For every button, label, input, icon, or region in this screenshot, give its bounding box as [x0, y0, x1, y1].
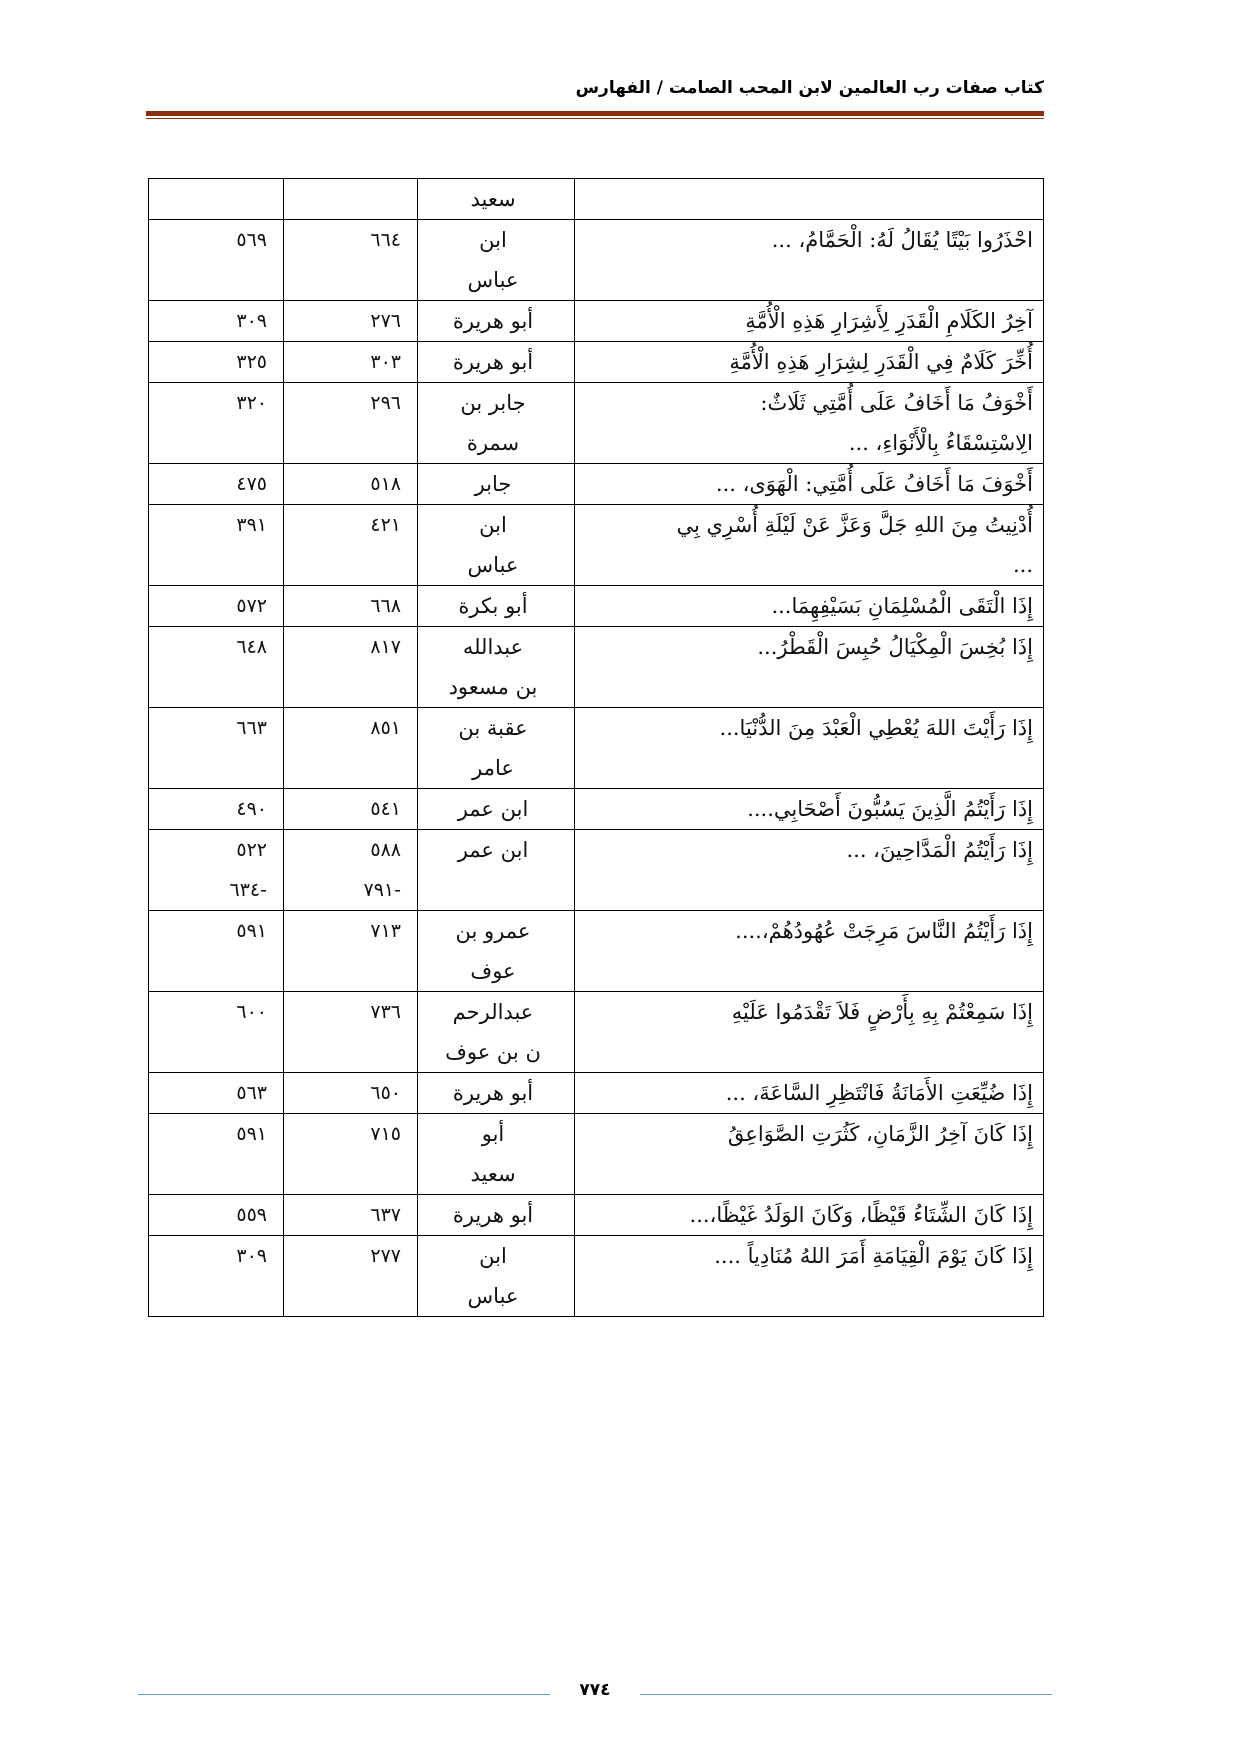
page-ref-line: ٥٢٢ — [236, 839, 267, 861]
hadith-text-line: إِذَا سَمِعْتُمْ بِهِ بِأَرْضٍ فَلاَ تَقْدَمُوا عَلَيْهِ — [731, 1000, 1033, 1024]
hadith-text-line — [575, 1276, 1043, 1316]
hadith-text-line — [575, 260, 1043, 300]
narrator-line: عقبة بن — [458, 716, 528, 740]
hadith-number-line: ٥٤١ — [370, 798, 401, 820]
hadith-number-line: ٧١٣ — [370, 920, 401, 942]
hadith-number-cell — [284, 342, 418, 383]
table-row — [149, 464, 1044, 505]
page-ref-cell — [149, 830, 284, 911]
page-ref-line: ٤٧٥ — [236, 473, 267, 495]
page-ref-cell — [149, 789, 284, 830]
hadith-text-cell — [575, 708, 1044, 789]
page-ref-cell — [149, 911, 284, 992]
table-body — [149, 179, 1044, 1317]
table-row — [149, 1236, 1044, 1317]
hadith-number-cell — [284, 992, 418, 1073]
narrator-cell — [418, 342, 575, 383]
page-ref-cell — [149, 505, 284, 586]
table-row — [149, 179, 1044, 220]
hadith-number-cell — [284, 789, 418, 830]
narrator-line: عامر — [472, 756, 514, 780]
hadith-text-cell — [575, 505, 1044, 586]
hadith-index-table — [148, 178, 1044, 1317]
hadith-text-line: الِاسْتِسْقَاءُ بِالْأَنْوَاءِ، ... — [848, 431, 1033, 455]
hadith-number-line: ٢٧٦ — [370, 310, 401, 332]
narrator-line: جابر بن — [460, 391, 526, 415]
page-ref-line: ٣٢٥ — [236, 351, 267, 373]
hadith-text-line: أُدْنِيتُ مِنَ اللهِ جَلَّ وَعَزَّ عَنْ لَيْلَةِ أُسْرِي بِي — [676, 513, 1033, 537]
hadith-number-line: ٦٥٠ — [370, 1082, 401, 1104]
page-ref-line: ٣٠٩ — [236, 1245, 267, 1267]
hadith-number-line: ٤٢١ — [370, 514, 401, 536]
narrator-cell — [418, 1195, 575, 1236]
narrator-line: سعيد — [470, 187, 516, 211]
hadith-text-line: احْذَرُوا بَيْتًا يُقَالُ لَهُ: الْحَمَّامُ، ... — [771, 228, 1033, 252]
hadith-number-line: ٦٣٧ — [370, 1204, 401, 1226]
narrator-cell — [418, 383, 575, 464]
hadith-number-line: ٨١٧ — [370, 636, 401, 658]
narrator-line: ابن عمر — [457, 838, 529, 862]
page-ref-line: ٥٩١ — [236, 1123, 267, 1145]
hadith-text-line: إِذَا رَأَيْتُمُ الَّذِينَ يَسُبُّونَ أَصْحَابِي.... — [747, 797, 1033, 821]
table-row — [149, 1073, 1044, 1114]
hadith-text-line — [575, 667, 1043, 707]
narrator-line: سعيد — [470, 1162, 516, 1186]
hadith-text-cell — [575, 586, 1044, 627]
page-ref-line: ٣٩١ — [236, 514, 267, 536]
hadith-text-line: أُخِّرَ كَلَامٌ فِي الْقَدَرِ لِشِرَارِ هَذِهِ الْأُمَّةِ — [729, 350, 1033, 374]
page-ref-line: ٥٧٢ — [236, 595, 267, 617]
narrator-line: سمرة — [466, 431, 520, 455]
narrator-line: عمرو بن — [455, 919, 531, 943]
hadith-number-line — [284, 951, 417, 991]
narrator-cell — [418, 708, 575, 789]
hadith-number-cell — [284, 179, 418, 220]
narrator-line: عباس — [467, 1284, 519, 1308]
hadith-text-cell — [575, 627, 1044, 708]
hadith-text-cell — [575, 220, 1044, 301]
page-ref-cell — [149, 301, 284, 342]
page-ref-cell — [149, 1073, 284, 1114]
narrator-cell — [418, 586, 575, 627]
narrator-line: ن بن عوف — [445, 1040, 541, 1064]
hadith-text-cell — [575, 342, 1044, 383]
narrator-line: ابن عمر — [457, 797, 529, 821]
hadith-text-line: إِذَا الْتَقَى الْمُسْلِمَانِ بَسَيْفِهِمَا... — [771, 594, 1033, 618]
narrator-line: عبدالله — [462, 635, 524, 659]
hadith-text-line: أَخْوَفَ مَا أَخَافُ عَلَى أُمَّتِي: الْهَوَى، ... — [715, 472, 1033, 496]
table-row — [149, 830, 1044, 911]
hadith-number-line — [284, 748, 417, 788]
page-ref-line: ٦٤٨ — [236, 636, 267, 658]
page-ref-cell — [149, 627, 284, 708]
hadith-number-line: ٢٩٦ — [370, 392, 401, 414]
hadith-number-line: ٢٧٧ — [370, 1245, 401, 1267]
narrator-cell — [418, 1236, 575, 1317]
hadith-number-cell — [284, 586, 418, 627]
header-rule-thick — [146, 111, 1044, 116]
hadith-text-cell — [575, 1195, 1044, 1236]
hadith-number-cell — [284, 383, 418, 464]
narrator-line: عوف — [470, 959, 516, 983]
hadith-number-cell — [284, 1236, 418, 1317]
hadith-text-cell — [575, 301, 1044, 342]
table-row — [149, 911, 1044, 992]
narrator-cell — [418, 830, 575, 911]
hadith-number-cell — [284, 708, 418, 789]
hadith-number-line — [284, 1276, 417, 1316]
page-ref-line — [149, 179, 283, 219]
narrator-line: أبو بكرة — [458, 594, 528, 618]
narrator-cell — [418, 505, 575, 586]
hadith-number-line: ٥٨٨ — [370, 839, 401, 861]
page-ref-cell — [149, 1195, 284, 1236]
narrator-line: جابر — [474, 472, 512, 496]
narrator-cell — [418, 627, 575, 708]
hadith-text-line: أَخْوَفُ مَا أَخَافُ عَلَى أُمَّتِي ثَلَاثٌ: — [760, 391, 1033, 415]
table-row — [149, 992, 1044, 1073]
hadith-number-cell — [284, 1073, 418, 1114]
hadith-number-line: ٦٦٤ — [370, 229, 401, 251]
hadith-number-line — [284, 179, 417, 219]
hadith-text-cell — [575, 911, 1044, 992]
narrator-line: بن مسعود — [448, 675, 538, 699]
footer-rule-left — [138, 1694, 550, 1695]
hadith-text-cell — [575, 789, 1044, 830]
hadith-text-line — [575, 1032, 1043, 1072]
narrator-line: عباس — [467, 553, 519, 577]
table-row — [149, 342, 1044, 383]
hadith-text-line: ... — [1012, 553, 1033, 577]
page-ref-cell — [149, 1236, 284, 1317]
page-ref-line — [149, 667, 283, 707]
page-ref-line: ٥٩١ — [236, 920, 267, 942]
hadith-text-line — [575, 870, 1043, 910]
hadith-number-cell — [284, 220, 418, 301]
table-row — [149, 1195, 1044, 1236]
page-ref-line: ٤٩٠ — [236, 798, 267, 820]
hadith-number-line — [284, 1154, 417, 1194]
page-ref-line — [149, 1032, 283, 1072]
hadith-text-line: إِذَا كَانَ يَوْمَ الْقِيَامَةِ أَمَرَ اللهُ مُنَادِياً .... — [714, 1244, 1033, 1268]
narrator-line: ابن — [479, 1244, 507, 1268]
hadith-number-line: ٥١٨ — [370, 473, 401, 495]
narrator-cell — [418, 992, 575, 1073]
page-ref-line — [149, 1154, 283, 1194]
hadith-number-line: ٦٦٨ — [370, 595, 401, 617]
table-row — [149, 383, 1044, 464]
page-ref-cell — [149, 708, 284, 789]
hadith-number-cell — [284, 464, 418, 505]
narrator-line: عبدالرحم — [452, 1000, 534, 1024]
page-ref-cell — [149, 464, 284, 505]
hadith-text-line — [575, 951, 1043, 991]
hadith-number-cell — [284, 1195, 418, 1236]
page-ref-line — [149, 260, 283, 300]
page-ref-line: ٣٢٠ — [236, 392, 267, 414]
narrator-line: أبو هريرة — [452, 1081, 534, 1105]
page-ref-cell — [149, 342, 284, 383]
hadith-number-cell — [284, 1114, 418, 1195]
narrator-cell — [418, 1073, 575, 1114]
hadith-text-line: إِذَا كَانَ آخِرُ الزَّمَانِ، كَثُرَتِ الصَّوَاعِقُ — [727, 1122, 1033, 1146]
table-row — [149, 627, 1044, 708]
running-header: كتاب صفات رب العالمين لابن المحب الصامت / الفهارس — [575, 78, 1044, 98]
table-row — [149, 220, 1044, 301]
narrator-cell — [418, 464, 575, 505]
hadith-number-cell — [284, 911, 418, 992]
narrator-line: ابن — [479, 228, 507, 252]
hadith-text-line — [575, 748, 1043, 788]
hadith-text-line: إِذَا كَانَ الشِّتَاءُ قَيْظًا، وَكَانَ الوَلَدُ غَيْظًا،... — [689, 1203, 1033, 1227]
page-number: ٧٧٤ — [579, 1680, 611, 1700]
page-ref-cell — [149, 1114, 284, 1195]
hadith-text-cell — [575, 992, 1044, 1073]
table-row — [149, 301, 1044, 342]
hadith-number-cell — [284, 505, 418, 586]
page-ref-cell — [149, 992, 284, 1073]
hadith-number-cell — [284, 830, 418, 911]
hadith-text-cell — [575, 383, 1044, 464]
hadith-text-line: إِذَا رَأَيْتَ اللهَ يُعْطِي الْعَبْدَ مِنَ الدُّنْيَا... — [719, 716, 1033, 740]
hadith-text-cell — [575, 464, 1044, 505]
page-ref-line — [149, 951, 283, 991]
hadith-text-line: إِذَا رَأَيْتُمُ النَّاسَ مَرِجَتْ عُهُودُهُمْ،.... — [735, 919, 1033, 943]
narrator-line: أبو — [481, 1122, 505, 1146]
table-row — [149, 708, 1044, 789]
hadith-number-line — [284, 1032, 417, 1072]
table-row — [149, 586, 1044, 627]
page-ref-line — [149, 545, 283, 585]
narrator-line: أبو هريرة — [452, 309, 534, 333]
page-ref-cell — [149, 179, 284, 220]
hadith-text-cell — [575, 1236, 1044, 1317]
hadith-number-line: ٧١٥ — [370, 1123, 401, 1145]
hadith-number-line: ٣٠٣ — [370, 351, 401, 373]
page-ref-line: ٦٦٣ — [236, 717, 267, 739]
table-row — [149, 1114, 1044, 1195]
page-ref-line: ٥٥٩ — [236, 1204, 267, 1226]
hadith-number-cell — [284, 301, 418, 342]
hadith-number-line — [284, 423, 417, 463]
hadith-text-cell — [575, 1073, 1044, 1114]
page-ref-line: ٥٦٩ — [236, 229, 267, 251]
hadith-text-line — [575, 1154, 1043, 1194]
hadith-number-line: ٧٣٦ — [370, 1001, 401, 1023]
hadith-number-line: ٨٥١ — [370, 717, 401, 739]
narrator-cell — [418, 789, 575, 830]
narrator-cell — [418, 179, 575, 220]
page-ref-cell — [149, 586, 284, 627]
hadith-text-line: إِذَا رَأَيْتُمُ الْمَدَّاحِينَ، ... — [846, 838, 1033, 862]
narrator-cell — [418, 911, 575, 992]
narrator-cell — [418, 301, 575, 342]
hadith-number-line — [284, 667, 417, 707]
hadith-text-line: إِذَا بُخِسَ الْمِكْيَالُ حُبِسَ الْقَطْرُ... — [757, 635, 1033, 659]
hadith-number-line — [284, 545, 417, 585]
narrator-cell — [418, 1114, 575, 1195]
footer-rule-right — [640, 1694, 1052, 1695]
hadith-number-line: -٧٩١ — [363, 879, 401, 901]
narrator-line — [418, 870, 574, 910]
page-ref-line: ٥٦٣ — [236, 1082, 267, 1104]
page-ref-line — [149, 1276, 283, 1316]
page-ref-cell — [149, 220, 284, 301]
hadith-text-line: آخِرُ الكَلَامِ الْقَدَرِ لِأَشِرَارِ هَذِهِ الْأُمَّةِ — [745, 309, 1033, 333]
hadith-text-cell — [575, 1114, 1044, 1195]
hadith-text-line: إِذَا ضُيِّعَتِ الأَمَانَةُ فَانْتَظِرِ السَّاعَةَ، ... — [725, 1081, 1033, 1105]
narrator-line: أبو هريرة — [452, 350, 534, 374]
hadith-number-line — [284, 260, 417, 300]
page-ref-line — [149, 423, 283, 463]
page-ref-line — [149, 748, 283, 788]
page-ref-cell — [149, 383, 284, 464]
page-ref-line: ٦٠٠ — [236, 1001, 267, 1023]
header-rule-thin — [146, 118, 1044, 119]
hadith-text-cell — [575, 830, 1044, 911]
table-row — [149, 789, 1044, 830]
page-ref-line: ٣٠٩ — [236, 310, 267, 332]
narrator-line: أبو هريرة — [452, 1203, 534, 1227]
hadith-text-cell — [575, 179, 1044, 220]
hadith-text-line — [575, 179, 1043, 219]
hadith-number-cell — [284, 627, 418, 708]
page-ref-line: -٦٣٤ — [229, 879, 267, 901]
narrator-line: عباس — [467, 268, 519, 292]
narrator-cell — [418, 220, 575, 301]
table-row — [149, 505, 1044, 586]
narrator-line: ابن — [479, 513, 507, 537]
